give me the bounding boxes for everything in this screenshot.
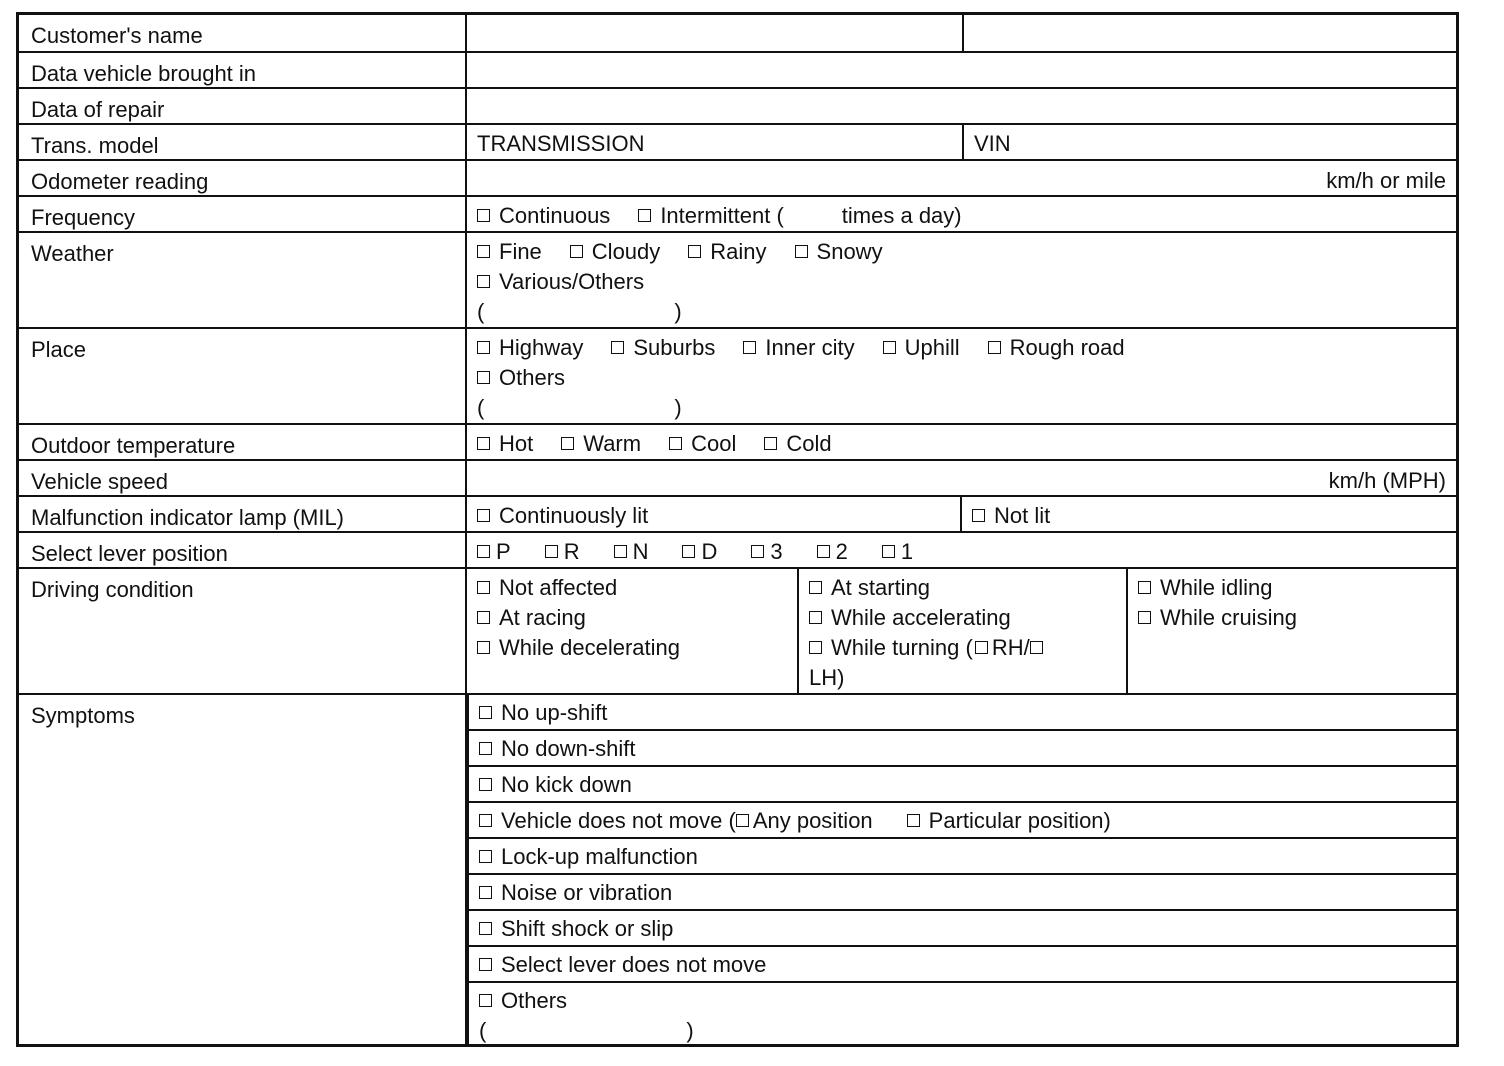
place-inner-city[interactable]: Inner city [743, 333, 854, 363]
frequency-options [467, 197, 1456, 231]
checkbox-icon[interactable] [477, 341, 490, 354]
place-options [467, 329, 1456, 423]
symptom-no-kickdown[interactable]: No kick down [467, 767, 1456, 803]
checkbox-icon[interactable] [477, 581, 490, 594]
outdoor-temp-options [467, 425, 1456, 459]
symptom-no-downshift[interactable]: No down-shift [467, 731, 1456, 767]
row-driving-condition [19, 569, 1456, 695]
weather-rainy[interactable]: Rainy [688, 237, 766, 267]
driving-col-2 [797, 569, 1126, 693]
place-highway[interactable]: Highway [477, 333, 583, 363]
row-outdoor-temp [19, 425, 1456, 461]
row-odometer [19, 161, 1456, 197]
checkbox-icon[interactable] [479, 778, 492, 791]
vin-text: VIN [974, 131, 1011, 156]
row-date-repair [19, 89, 1456, 125]
checkbox-icon[interactable] [611, 341, 624, 354]
frequency-continuous[interactable]: Continuous [477, 201, 610, 231]
lever-d[interactable]: D [682, 537, 717, 567]
mil-continuously-lit[interactable]: Continuously lit [467, 497, 960, 531]
date-in-field[interactable] [467, 53, 1456, 87]
driving-condition-label: Driving condition [19, 569, 467, 693]
row-select-lever [19, 533, 1456, 569]
date-repair-field[interactable] [467, 89, 1456, 123]
weather-options [467, 233, 1456, 327]
checkbox-icon[interactable] [764, 437, 777, 450]
symptom-shift-shock[interactable]: Shift shock or slip [467, 911, 1456, 947]
checkbox-icon[interactable] [477, 641, 490, 654]
row-place [19, 329, 1456, 425]
driving-col-1 [467, 569, 797, 693]
checkbox-icon[interactable] [809, 641, 822, 654]
place-other-input[interactable]: ( ) [477, 395, 682, 420]
checkbox-icon[interactable] [479, 958, 492, 971]
diagnostic-worksheet [16, 12, 1459, 1047]
checkbox-icon[interactable] [809, 581, 822, 594]
checkbox-icon[interactable] [688, 245, 701, 258]
vehicle-speed-label: Vehicle speed [19, 461, 467, 495]
transmission-field[interactable] [467, 125, 963, 159]
vehicle-speed-field[interactable] [467, 461, 1456, 495]
driving-at-racing[interactable]: At racing [477, 603, 797, 633]
checkbox-icon[interactable] [736, 814, 749, 827]
checkbox-icon[interactable] [1138, 581, 1151, 594]
row-trans-model [19, 125, 1456, 161]
lever-n[interactable]: N [614, 537, 649, 567]
frequency-label: Frequency [19, 197, 467, 231]
checkbox-icon[interactable] [751, 545, 764, 558]
driving-while-turning[interactable]: While turning ( RH/ [809, 633, 1126, 663]
checkbox-icon[interactable] [1138, 611, 1151, 624]
driving-at-starting[interactable]: At starting [809, 573, 1126, 603]
checkbox-icon[interactable] [477, 509, 490, 522]
vehicle-speed-unit: km/h (MPH) [1328, 468, 1446, 493]
symptom-lockup[interactable]: Lock-up malfunction [467, 839, 1456, 875]
outdoor-temp-label: Outdoor temperature [19, 425, 467, 459]
checkbox-icon[interactable] [477, 437, 490, 450]
checkbox-icon[interactable] [907, 814, 920, 827]
driving-while-decelerating[interactable]: While decelerating [477, 633, 797, 663]
checkbox-icon[interactable] [477, 371, 490, 384]
driving-while-accelerating[interactable]: While accelerating [809, 603, 1126, 633]
checkbox-icon[interactable] [479, 706, 492, 719]
vin-field[interactable] [962, 125, 1456, 159]
row-symptoms [19, 695, 1456, 1044]
row-frequency [19, 197, 1456, 233]
checkbox-icon[interactable] [477, 545, 490, 558]
checkbox-icon[interactable] [988, 341, 1001, 354]
symptoms-label: Symptoms [19, 695, 467, 1044]
weather-snowy[interactable]: Snowy [795, 237, 883, 267]
checkbox-icon[interactable] [883, 341, 896, 354]
checkbox-icon[interactable] [479, 814, 492, 827]
driving-col-3 [1126, 569, 1456, 693]
customer-name-label: Customer's name [19, 15, 467, 51]
symptom-vehicle-not-move[interactable]: Vehicle does not move ( Any position Particular position) [467, 803, 1456, 839]
driving-turning-lh: LH) [809, 665, 845, 690]
checkbox-icon[interactable] [795, 245, 808, 258]
lever-1[interactable]: 1 [882, 537, 913, 567]
symptom-no-upshift[interactable]: No up-shift [467, 695, 1456, 731]
checkbox-icon[interactable] [477, 611, 490, 624]
checkbox-icon[interactable] [614, 545, 627, 558]
temp-warm[interactable]: Warm [561, 429, 641, 459]
checkbox-icon[interactable] [882, 545, 895, 558]
symptom-noise[interactable]: Noise or vibration [467, 875, 1456, 911]
date-in-label: Data vehicle brought in [19, 53, 467, 87]
row-mil [19, 497, 1456, 533]
select-lever-label: Select lever position [19, 533, 467, 567]
checkbox-icon[interactable] [669, 437, 682, 450]
checkbox-icon[interactable] [570, 245, 583, 258]
place-others[interactable]: Others [477, 363, 565, 393]
row-weather [19, 233, 1456, 329]
row-vehicle-speed [19, 461, 1456, 497]
temp-hot[interactable]: Hot [477, 429, 533, 459]
place-suburbs[interactable]: Suburbs [611, 333, 715, 363]
lever-p[interactable]: P [477, 537, 511, 567]
checkbox-icon[interactable] [479, 742, 492, 755]
checkbox-icon[interactable] [817, 545, 830, 558]
checkbox-icon[interactable] [809, 611, 822, 624]
weather-various[interactable]: Various/Others [477, 267, 644, 297]
weather-other-input[interactable]: ( ) [477, 299, 682, 324]
checkbox-icon[interactable] [975, 641, 988, 654]
lever-3[interactable]: 3 [751, 537, 782, 567]
customer-name-field-1[interactable] [467, 15, 963, 51]
checkbox-icon[interactable] [479, 886, 492, 899]
row-customer-name [19, 15, 1456, 53]
checkbox-icon[interactable] [1030, 641, 1043, 654]
odometer-label: Odometer reading [19, 161, 467, 195]
checkbox-icon[interactable] [479, 922, 492, 935]
place-label: Place [19, 329, 467, 423]
checkbox-icon[interactable] [972, 509, 985, 522]
place-rough-road[interactable]: Rough road [988, 333, 1125, 363]
frequency-intermittent[interactable]: Intermittent ( times a day) [638, 201, 961, 231]
transmission-text: TRANSMISSION [477, 131, 645, 156]
mil-not-lit[interactable]: Not lit [960, 497, 1456, 531]
checkbox-icon[interactable] [743, 341, 756, 354]
checkbox-icon[interactable] [638, 209, 651, 222]
symptom-lever-not-move[interactable]: Select lever does not move [467, 947, 1456, 983]
checkbox-icon[interactable] [477, 245, 490, 258]
driving-while-idling[interactable]: While idling [1138, 573, 1456, 603]
checkbox-icon[interactable] [479, 850, 492, 863]
checkbox-icon[interactable] [561, 437, 574, 450]
checkbox-icon[interactable] [477, 209, 490, 222]
symptom-others[interactable]: Others ( ) [467, 983, 1456, 1044]
mil-label: Malfunction indicator lamp (MIL) [19, 497, 467, 531]
weather-label: Weather [19, 233, 467, 327]
date-repair-label: Data of repair [19, 89, 467, 123]
lever-r[interactable]: R [545, 537, 580, 567]
odometer-field[interactable] [467, 161, 1456, 195]
weather-cloudy[interactable]: Cloudy [570, 237, 660, 267]
checkbox-icon[interactable] [479, 994, 492, 1007]
lever-2[interactable]: 2 [817, 537, 848, 567]
temp-cool[interactable]: Cool [669, 429, 736, 459]
trans-model-label: Trans. model [19, 125, 467, 159]
customer-name-field-2[interactable] [962, 15, 1456, 51]
weather-fine[interactable]: Fine [477, 237, 542, 267]
select-lever-options [467, 533, 1456, 567]
odometer-unit: km/h or mile [1326, 168, 1446, 193]
symptom-others-input[interactable]: ( ) [479, 1018, 694, 1043]
driving-while-cruising[interactable]: While cruising [1138, 603, 1456, 633]
checkbox-icon[interactable] [477, 275, 490, 288]
place-uphill[interactable]: Uphill [883, 333, 960, 363]
driving-not-affected[interactable]: Not affected [477, 573, 797, 603]
checkbox-icon[interactable] [682, 545, 695, 558]
row-date-in [19, 53, 1456, 89]
temp-cold[interactable]: Cold [764, 429, 831, 459]
checkbox-icon[interactable] [545, 545, 558, 558]
